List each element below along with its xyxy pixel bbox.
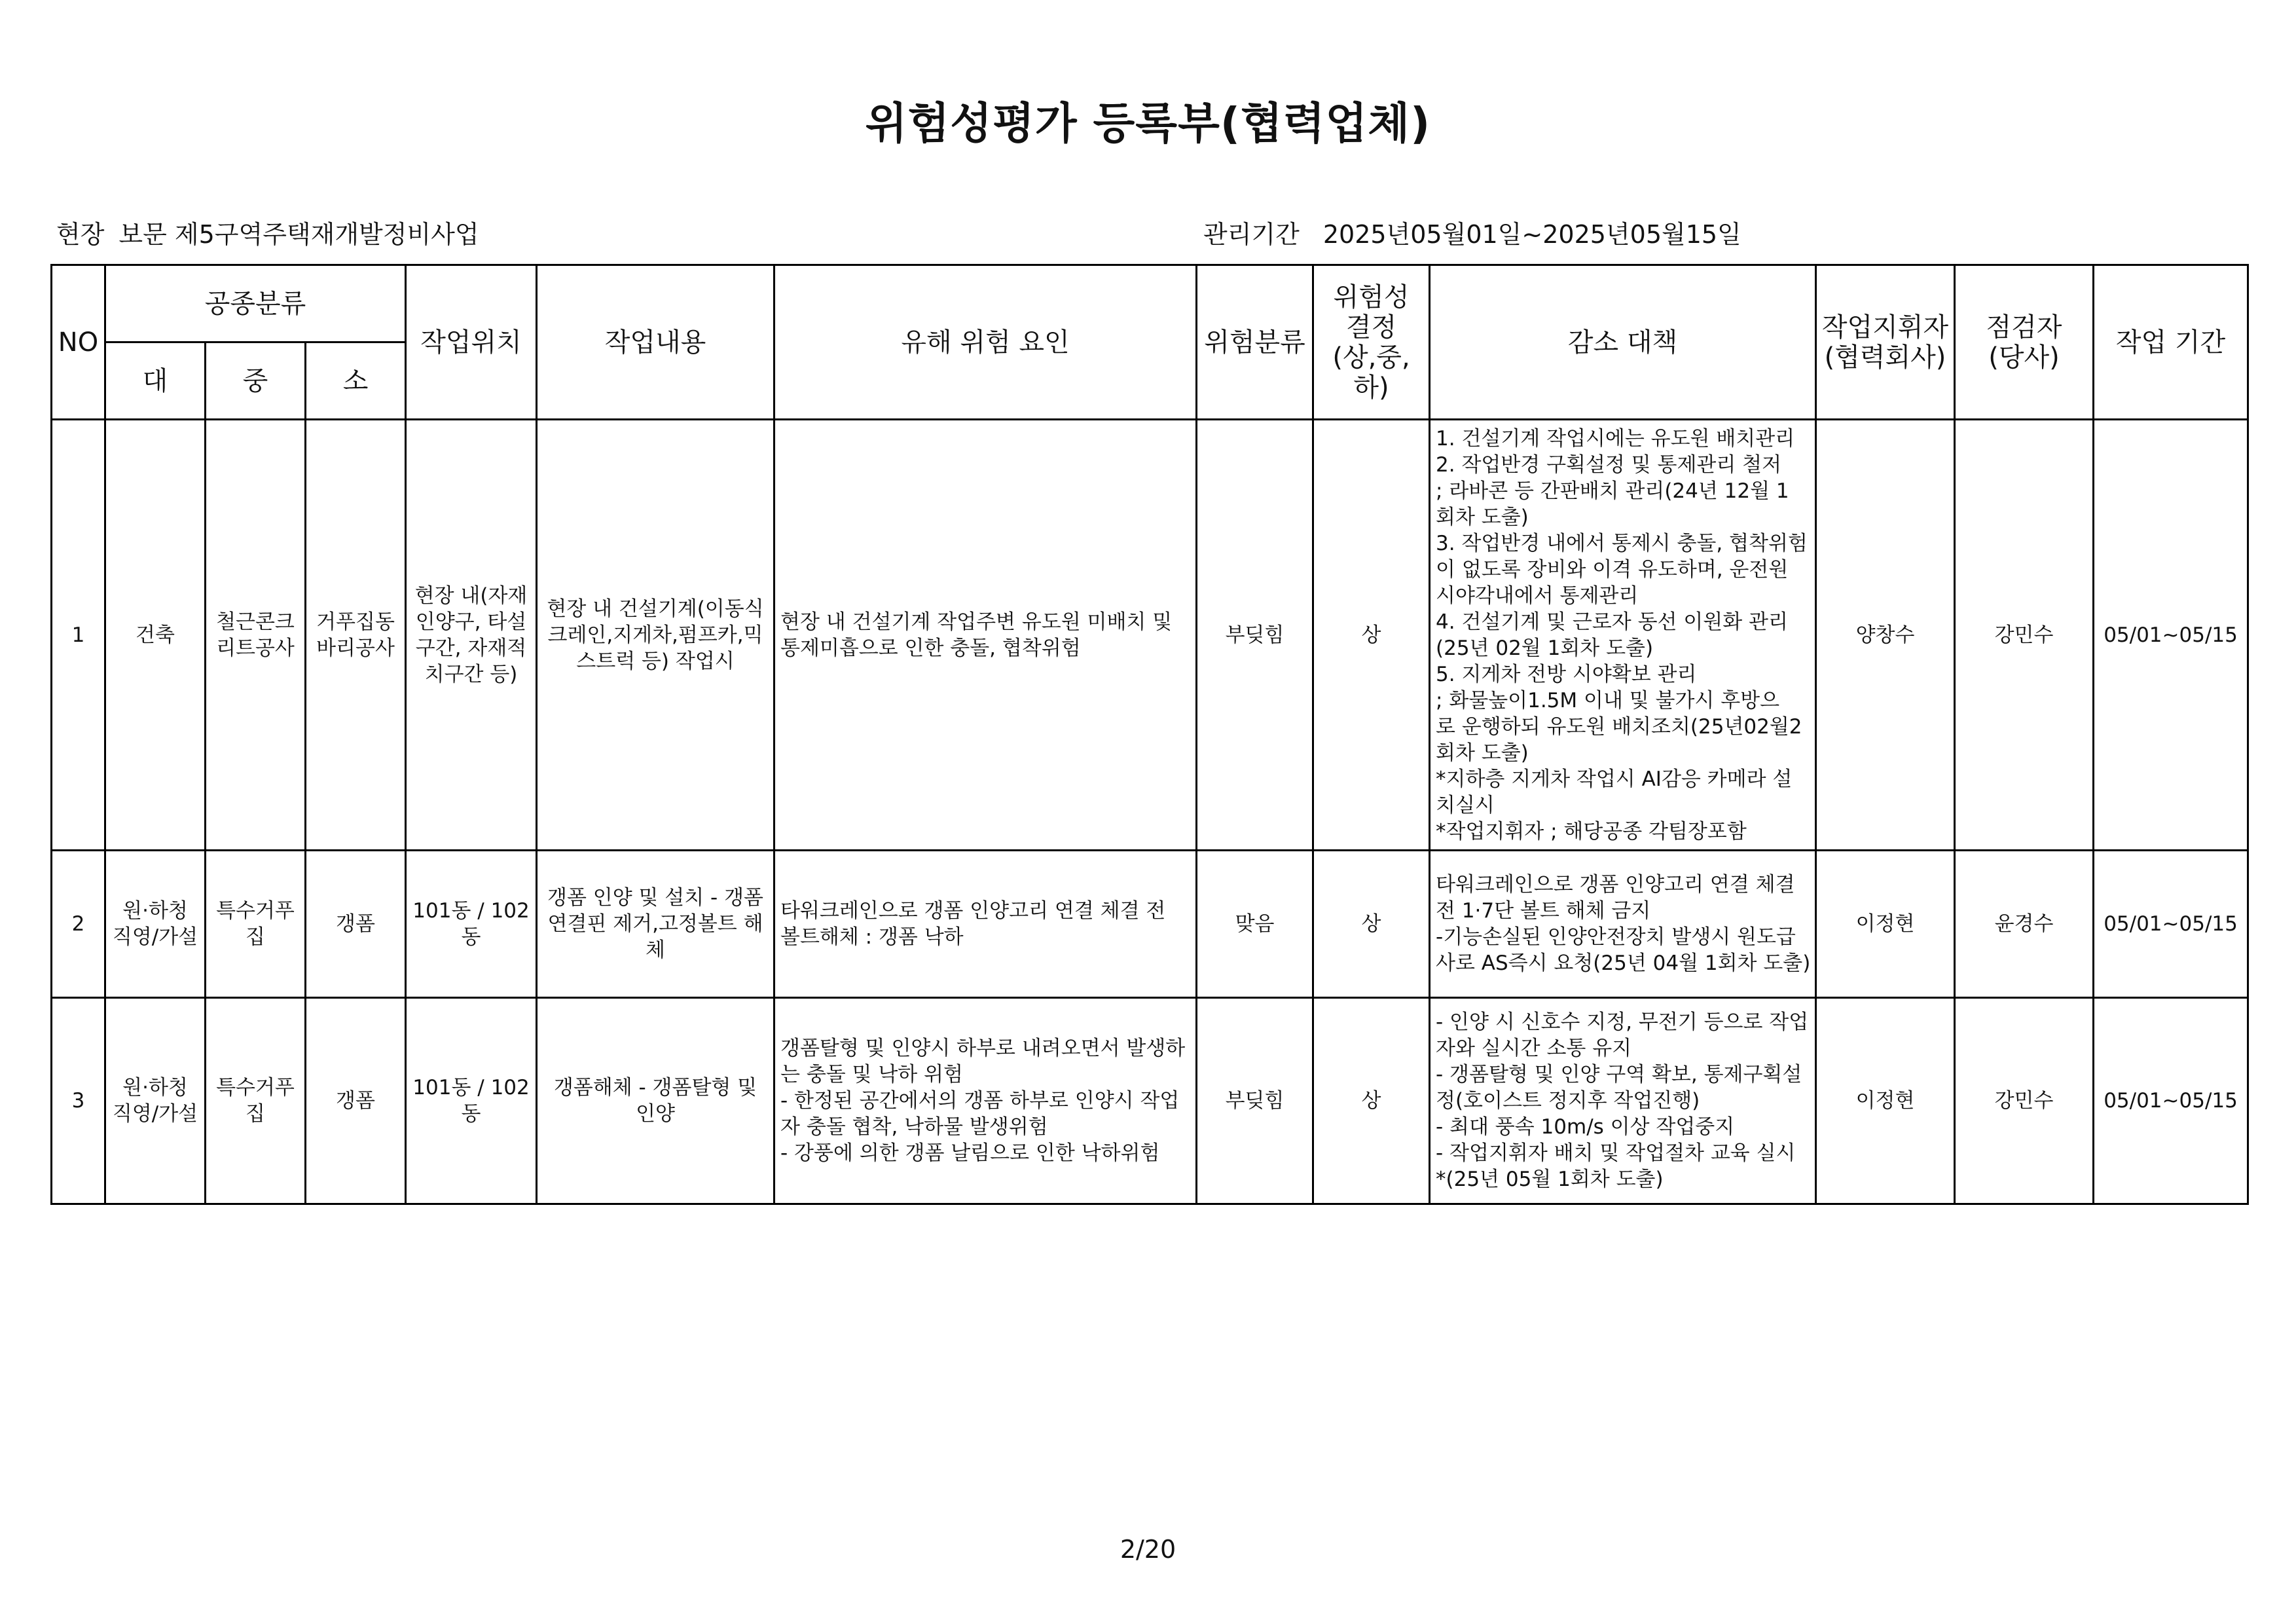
risk-assessment-table xyxy=(50,264,2249,1205)
cell-work-period: 05/01~05/15 xyxy=(2094,998,2248,1204)
cell-risk-type: 맞음 xyxy=(1197,851,1313,998)
header-hazard: 유해 위험 요인 xyxy=(774,265,1197,420)
header-measures: 감소 대책 xyxy=(1430,265,1816,420)
table-row xyxy=(52,851,2248,998)
header-risk-type: 위험분류 xyxy=(1197,265,1313,420)
cell-supervisor: 이정현 xyxy=(1816,851,1955,998)
cell-no: 3 xyxy=(52,998,105,1204)
cell-supervisor: 양창수 xyxy=(1816,420,1955,851)
cell-major: 원·하청 직영/가설 xyxy=(105,998,206,1204)
header-category: 공종분류 xyxy=(105,265,406,342)
cell-location: 101동 / 102 동 xyxy=(406,998,537,1204)
management-period xyxy=(1203,214,1741,250)
cell-inspector: 강민수 xyxy=(1955,998,2094,1204)
site-value: 보문 제5구역주택재개발정비사업 xyxy=(118,220,479,249)
cell-major: 원·하청 직영/가설 xyxy=(105,851,206,998)
page-title: 위험성평가 등록부(협력업체) xyxy=(865,98,1431,149)
cell-hazard: 갱폼탈형 및 인양시 하부로 내려오면서 발생하 는 충돌 및 낙하 위험 - 한정된 공간에서의 갱폼 하부로 인양시 작업 자 충돌 협착, 낙하물 발생위험 - 강풍에 의한 갱폼 날림으로 인한 낙하위험 xyxy=(774,998,1197,1204)
cell-task: 갱폼 인양 및 설치 - 갱폼 연결핀 제거,고정볼트 해 체 xyxy=(537,851,774,998)
header-inspector: 점검자 (당사) xyxy=(1955,265,2094,420)
cell-measures: 1. 건설기계 작업시에는 유도원 배치관리 2. 작업반경 구획설정 및 통제관리 철저 ; 라바콘 등 간판배치 관리(24년 12월 1 회차 도출) 3. 작업반경 내에서 통제시 충돌, 협착위험 이 없도록 장비와 이격 유도하며, 운전원 시야각내에서 통제관리 4. 건설기계 및 근로자 동선 이원화 관리 (25년 02월 1회차 도출) 5. 지게차 전방 시야확보 관리 ; 화물높이1.5M 이내 및 불가시 후방으 로 운행하되 유도원 배치조치(25년02월2 회차 도출) *지하층 지게차 작업시 AI감응 카메라 설 치실시 *작업지휘자 ; 해당공종 각팀장포함 xyxy=(1430,420,1816,851)
cell-middle: 특수거푸 집 xyxy=(206,851,306,998)
cell-hazard: 타워크레인으로 갱폼 인양고리 연결 체결 전 볼트해체 : 갱폼 낙하 xyxy=(774,851,1197,998)
header-task: 작업내용 xyxy=(537,265,774,420)
cell-work-period: 05/01~05/15 xyxy=(2094,420,2248,851)
cell-risk-type: 부딪힘 xyxy=(1197,998,1313,1204)
cell-location: 101동 / 102 동 xyxy=(406,851,537,998)
header-minor: 소 xyxy=(306,342,406,420)
cell-middle: 특수거푸 집 xyxy=(206,998,306,1204)
site-label: 현장 xyxy=(56,220,105,249)
cell-inspector: 윤경수 xyxy=(1955,851,2094,998)
cell-minor: 거푸집동 바리공사 xyxy=(306,420,406,851)
header-risk-level: 위험성 결정 (상,중, 하) xyxy=(1313,265,1430,420)
cell-task: 현장 내 건설기계(이동식 크레인,지게차,펌프카,믹 스트럭 등) 작업시 xyxy=(537,420,774,851)
cell-risk-level: 상 xyxy=(1313,420,1430,851)
period-value: 2025년05월01일~2025년05월15일 xyxy=(1322,220,1741,249)
cell-middle: 철근콘크 리트공사 xyxy=(206,420,306,851)
table-row xyxy=(52,998,2248,1204)
cell-risk-level: 상 xyxy=(1313,851,1430,998)
cell-measures: 타워크레인으로 갱폼 인양고리 연결 체결 전 1·7단 볼트 해체 금지 -기능손실된 인양안전장치 발생시 원도급 사로 AS즉시 요청(25년 04월 1회차 도출) xyxy=(1430,851,1816,998)
header-middle: 중 xyxy=(206,342,306,420)
cell-location: 현장 내(자재 인양구, 타설 구간, 자재적 치구간 등) xyxy=(406,420,537,851)
cell-supervisor: 이정현 xyxy=(1816,998,1955,1204)
header-location: 작업위치 xyxy=(406,265,537,420)
site-info xyxy=(56,214,479,250)
table-row xyxy=(52,420,2248,851)
cell-risk-type: 부딪힘 xyxy=(1197,420,1313,851)
cell-inspector: 강민수 xyxy=(1955,420,2094,851)
cell-minor: 갱폼 xyxy=(306,851,406,998)
cell-measures: - 인양 시 신호수 지정, 무전기 등으로 작업 자와 실시간 소통 유지 - 갱폼탈형 및 인양 구역 확보, 통제구획설 정(호이스트 정지후 작업진행) - 최대 풍속 10m/s 이상 작업중지 - 작업지휘자 배치 및 작업절차 교육 실시 *(25년 05월 1회차 도출) xyxy=(1430,998,1816,1204)
cell-hazard: 현장 내 건설기계 작업주변 유도원 미배치 및 통제미흡으로 인한 충돌, 협착위험 xyxy=(774,420,1197,851)
period-label: 관리기간 xyxy=(1203,220,1300,249)
cell-no: 2 xyxy=(52,851,105,998)
cell-risk-level: 상 xyxy=(1313,998,1430,1204)
cell-minor: 갱폼 xyxy=(306,998,406,1204)
cell-major: 건축 xyxy=(105,420,206,851)
cell-work-period: 05/01~05/15 xyxy=(2094,851,2248,998)
header-major: 대 xyxy=(105,342,206,420)
header-no: NO xyxy=(52,265,105,420)
cell-no: 1 xyxy=(52,420,105,851)
cell-task: 갱폼해체 - 갱폼탈형 및 인양 xyxy=(537,998,774,1204)
header-work-period: 작업 기간 xyxy=(2094,265,2248,420)
header-supervisor: 작업지휘자 (협력회사) xyxy=(1816,265,1955,420)
page-number: 2/20 xyxy=(1120,1535,1176,1564)
